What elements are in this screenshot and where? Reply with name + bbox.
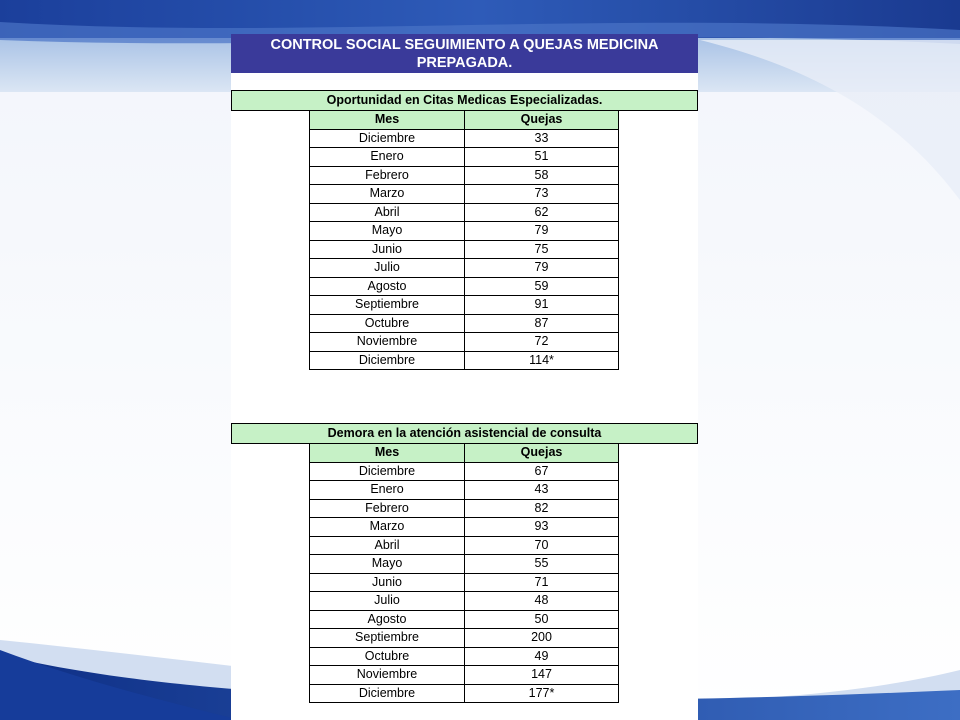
- column-header-quejas: Quejas: [465, 444, 619, 463]
- cell-quejas: 177*: [465, 684, 619, 703]
- cell-quejas: 91: [465, 296, 619, 315]
- cell-quejas: 55: [465, 555, 619, 574]
- section-heading-demora: Demora en la atención asistencial de consulta: [231, 423, 698, 444]
- table-row: [310, 129, 619, 148]
- cell-mes: Diciembre: [310, 684, 465, 703]
- cell-mes: Diciembre: [310, 462, 465, 481]
- cell-mes: Noviembre: [310, 333, 465, 352]
- cell-quejas: 43: [465, 481, 619, 500]
- table-row: [310, 647, 619, 666]
- cell-quejas: 48: [465, 592, 619, 611]
- cell-quejas: 58: [465, 166, 619, 185]
- table-row: [310, 314, 619, 333]
- cell-quejas: 59: [465, 277, 619, 296]
- table-row: [310, 518, 619, 537]
- table-row: [310, 573, 619, 592]
- table-row: [310, 277, 619, 296]
- table-row: [310, 166, 619, 185]
- table-row: [310, 462, 619, 481]
- page-title: CONTROL SOCIAL SEGUIMIENTO A QUEJAS MEDICINA PREPAGADA.: [231, 34, 698, 73]
- column-header-quejas: Quejas: [465, 111, 619, 130]
- cell-mes: Diciembre: [310, 129, 465, 148]
- cell-mes: Febrero: [310, 499, 465, 518]
- cell-quejas: 33: [465, 129, 619, 148]
- table-row: [310, 259, 619, 278]
- cell-mes: Marzo: [310, 518, 465, 537]
- cell-mes: Junio: [310, 240, 465, 259]
- table-header-row: [310, 444, 619, 463]
- cell-quejas: 51: [465, 148, 619, 167]
- table-row: [310, 222, 619, 241]
- cell-mes: Abril: [310, 203, 465, 222]
- cell-quejas: 87: [465, 314, 619, 333]
- table-row: [310, 203, 619, 222]
- cell-mes: Octubre: [310, 314, 465, 333]
- cell-mes: Julio: [310, 592, 465, 611]
- cell-quejas: 82: [465, 499, 619, 518]
- cell-quejas: 75: [465, 240, 619, 259]
- section-heading-oportunidad: Oportunidad en Citas Medicas Especializadas.: [231, 90, 698, 111]
- table-row: [310, 555, 619, 574]
- table-row: [310, 592, 619, 611]
- cell-mes: Septiembre: [310, 296, 465, 315]
- table-row: [310, 296, 619, 315]
- table-row: [310, 351, 619, 370]
- cell-quejas: 62: [465, 203, 619, 222]
- table-row: [310, 481, 619, 500]
- table-row: [310, 610, 619, 629]
- cell-quejas: 70: [465, 536, 619, 555]
- table-row: [310, 333, 619, 352]
- cell-mes: Enero: [310, 148, 465, 167]
- cell-quejas: 71: [465, 573, 619, 592]
- table-demora: [309, 443, 619, 703]
- table-row: [310, 148, 619, 167]
- table-row: [310, 240, 619, 259]
- cell-mes: Agosto: [310, 277, 465, 296]
- cell-quejas: 50: [465, 610, 619, 629]
- cell-mes: Junio: [310, 573, 465, 592]
- cell-mes: Octubre: [310, 647, 465, 666]
- cell-mes: Enero: [310, 481, 465, 500]
- cell-quejas: 67: [465, 462, 619, 481]
- table-row: [310, 499, 619, 518]
- table-row: [310, 684, 619, 703]
- cell-mes: Noviembre: [310, 666, 465, 685]
- cell-mes: Julio: [310, 259, 465, 278]
- column-header-mes: Mes: [310, 111, 465, 130]
- cell-mes: Mayo: [310, 222, 465, 241]
- table-row: [310, 185, 619, 204]
- table-oportunidad: [309, 110, 619, 370]
- cell-quejas: 79: [465, 259, 619, 278]
- cell-mes: Agosto: [310, 610, 465, 629]
- spreadsheet-panel: [231, 34, 698, 720]
- cell-mes: Diciembre: [310, 351, 465, 370]
- cell-quejas: 93: [465, 518, 619, 537]
- cell-quejas: 114*: [465, 351, 619, 370]
- table-row: [310, 536, 619, 555]
- column-header-mes: Mes: [310, 444, 465, 463]
- cell-mes: Septiembre: [310, 629, 465, 648]
- cell-mes: Abril: [310, 536, 465, 555]
- cell-quejas: 73: [465, 185, 619, 204]
- cell-mes: Marzo: [310, 185, 465, 204]
- table-header-row: [310, 111, 619, 130]
- cell-mes: Mayo: [310, 555, 465, 574]
- cell-quejas: 200: [465, 629, 619, 648]
- cell-quejas: 49: [465, 647, 619, 666]
- cell-mes: Febrero: [310, 166, 465, 185]
- cell-quejas: 72: [465, 333, 619, 352]
- table-row: [310, 629, 619, 648]
- cell-quejas: 79: [465, 222, 619, 241]
- table-row: [310, 666, 619, 685]
- cell-quejas: 147: [465, 666, 619, 685]
